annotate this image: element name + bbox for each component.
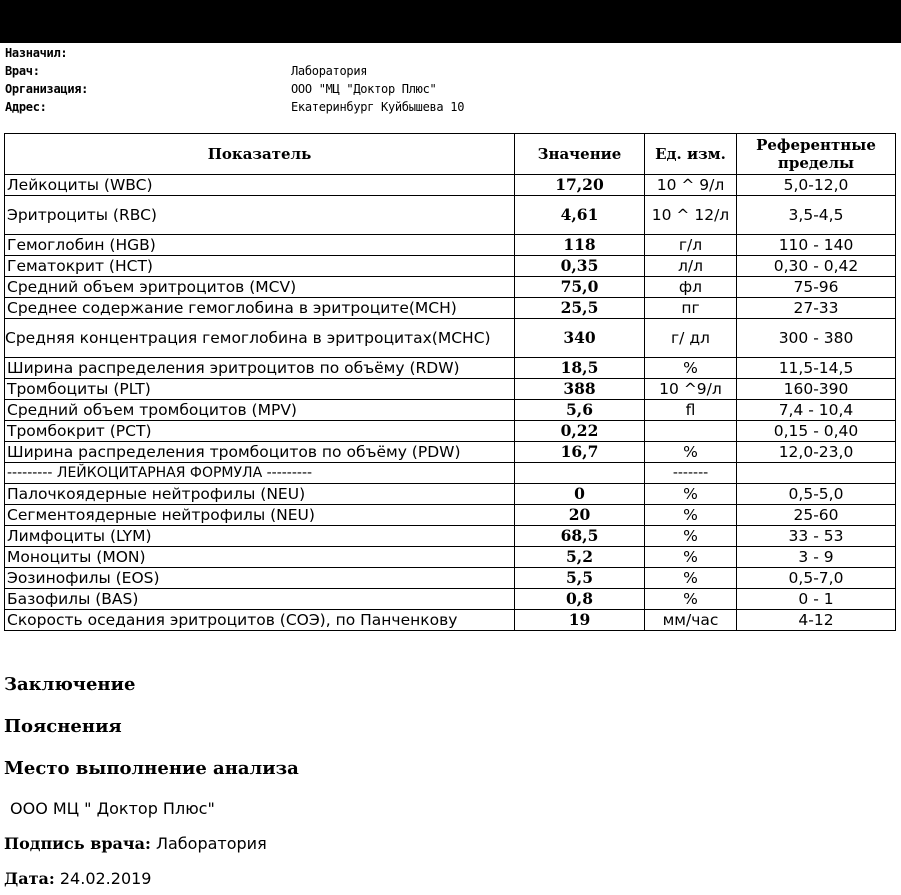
date-value: 24.02.2019 xyxy=(59,869,152,888)
row-reference: 0,5-7,0 xyxy=(737,568,896,589)
row-name: Гемоглобин (HGB) xyxy=(5,235,515,256)
row-reference: 0 - 1 xyxy=(737,589,896,610)
row-reference: 75-96 xyxy=(737,277,896,298)
row-value: 0,22 xyxy=(515,421,645,442)
row-value: 118 xyxy=(515,235,645,256)
row-value: 4,61 xyxy=(515,196,645,235)
header-row-doctor xyxy=(5,62,895,80)
row-unit: 10 ^9/л xyxy=(645,379,737,400)
signature-label: Подпись врача: xyxy=(4,834,151,853)
table-row xyxy=(5,358,896,379)
table-row xyxy=(5,196,896,235)
row-reference: 0,5-5,0 xyxy=(737,484,896,505)
row-value: 17,20 xyxy=(515,175,645,196)
table-row xyxy=(5,421,896,442)
table-row xyxy=(5,175,896,196)
row-value: 19 xyxy=(515,610,645,631)
row-name: Средний объем тромбоцитов (MPV) xyxy=(5,400,515,421)
organization-value: ООО "МЦ "Доктор Плюс" xyxy=(291,82,437,96)
header-row-organization xyxy=(5,80,895,98)
row-value: 18,5 xyxy=(515,358,645,379)
row-name: Палочкоядерные нейтрофилы (NEU) xyxy=(5,484,515,505)
row-unit: л/л xyxy=(645,256,737,277)
assigned-label: Назначил: xyxy=(5,46,68,60)
row-unit: мм/час xyxy=(645,610,737,631)
row-name: Базофилы (BAS) xyxy=(5,589,515,610)
organization-label: Организация: xyxy=(5,82,89,96)
row-unit: % xyxy=(645,589,737,610)
row-reference: 0,30 - 0,42 xyxy=(737,256,896,277)
row-reference: 110 - 140 xyxy=(737,235,896,256)
address-label: Адрес: xyxy=(5,100,47,114)
row-name: Скорость оседания эритроцитов (СОЭ), по Панченкову xyxy=(5,610,515,631)
row-reference: 5,0-12,0 xyxy=(737,175,896,196)
row-unit: 10 ^ 12/л xyxy=(645,196,737,235)
doctor-label: Врач: xyxy=(5,64,40,78)
notes-heading: Пояснения xyxy=(4,716,122,737)
signature-line xyxy=(4,834,267,853)
row-unit: fl xyxy=(645,400,737,421)
table-row xyxy=(5,442,896,463)
row-name: Эритроциты (RBC) xyxy=(5,196,515,235)
row-reference: 0,15 - 0,40 xyxy=(737,421,896,442)
row-name: Ширина распределения тромбоцитов по объёму (PDW) xyxy=(5,442,515,463)
row-unit: фл xyxy=(645,277,737,298)
table-row xyxy=(5,277,896,298)
top-black-bar xyxy=(0,0,901,43)
header-value: Значение xyxy=(515,134,645,175)
row-value: 16,7 xyxy=(515,442,645,463)
section-title: --------- ЛЕЙКОЦИТАРНАЯ ФОРМУЛА --------- xyxy=(5,463,515,484)
header-reference: Референтные пределы xyxy=(737,134,896,175)
row-value: 5,5 xyxy=(515,568,645,589)
row-value: 20 xyxy=(515,505,645,526)
table-header-row xyxy=(5,134,896,175)
row-unit: % xyxy=(645,526,737,547)
row-value: 0,8 xyxy=(515,589,645,610)
row-unit: г/л xyxy=(645,235,737,256)
table-row xyxy=(5,379,896,400)
row-reference: 300 - 380 xyxy=(737,319,896,358)
row-unit: % xyxy=(645,547,737,568)
row-value: 0,35 xyxy=(515,256,645,277)
place-value: ООО МЦ " Доктор Плюс" xyxy=(10,799,215,818)
header-row-address xyxy=(5,98,895,116)
row-reference: 160-390 xyxy=(737,379,896,400)
row-unit: 10 ^ 9/л xyxy=(645,175,737,196)
signature-value: Лаборатория xyxy=(155,834,267,853)
section-divider: ------- xyxy=(645,463,737,484)
table-row xyxy=(5,256,896,277)
row-reference xyxy=(737,463,896,484)
place-heading: Место выполнение анализа xyxy=(4,758,299,779)
row-unit: % xyxy=(645,568,737,589)
table-row xyxy=(5,505,896,526)
table-row xyxy=(5,610,896,631)
row-reference: 3 - 9 xyxy=(737,547,896,568)
row-name: Средний объем эритроцитов (MCV) xyxy=(5,277,515,298)
header-indicator: Показатель xyxy=(5,134,515,175)
row-reference: 12,0-23,0 xyxy=(737,442,896,463)
address-value: Екатеринбург Куйбышева 10 xyxy=(291,100,465,114)
date-line xyxy=(4,869,151,888)
row-reference: 7,4 - 10,4 xyxy=(737,400,896,421)
table-row xyxy=(5,319,896,358)
row-unit xyxy=(645,421,737,442)
row-value xyxy=(515,463,645,484)
row-name: Средняя концентрация гемоглобина в эритроцитах(MCHC) xyxy=(5,319,515,358)
row-reference: 33 - 53 xyxy=(737,526,896,547)
row-unit: % xyxy=(645,484,737,505)
doctor-value: Лаборатория xyxy=(291,64,368,78)
row-name: Моноциты (MON) xyxy=(5,547,515,568)
row-reference: 25-60 xyxy=(737,505,896,526)
row-unit: % xyxy=(645,505,737,526)
row-name: Эозинофилы (EOS) xyxy=(5,568,515,589)
row-unit: г/ дл xyxy=(645,319,737,358)
row-value: 340 xyxy=(515,319,645,358)
table-row xyxy=(5,298,896,319)
row-name: Лейкоциты (WBC) xyxy=(5,175,515,196)
header-info xyxy=(5,44,895,116)
row-value: 25,5 xyxy=(515,298,645,319)
row-value: 5,2 xyxy=(515,547,645,568)
table-row xyxy=(5,568,896,589)
row-value: 68,5 xyxy=(515,526,645,547)
row-name: Гематокрит (HCT) xyxy=(5,256,515,277)
date-label: Дата: xyxy=(4,869,55,888)
row-name: Ширина распределения эритроцитов по объёму (RDW) xyxy=(5,358,515,379)
table-row xyxy=(5,235,896,256)
table-row xyxy=(5,547,896,568)
row-value: 388 xyxy=(515,379,645,400)
section-row-leukocyte-formula xyxy=(5,463,896,484)
results-table xyxy=(4,133,896,631)
row-unit: % xyxy=(645,442,737,463)
row-value: 5,6 xyxy=(515,400,645,421)
row-reference: 27-33 xyxy=(737,298,896,319)
row-unit: % xyxy=(645,358,737,379)
row-name: Среднее содержание гемоглобина в эритроците(MCH) xyxy=(5,298,515,319)
table-row xyxy=(5,589,896,610)
conclusion-heading: Заключение xyxy=(4,674,136,695)
table-row xyxy=(5,400,896,421)
table-row xyxy=(5,526,896,547)
row-value: 0 xyxy=(515,484,645,505)
row-reference: 4-12 xyxy=(737,610,896,631)
table-row xyxy=(5,484,896,505)
row-reference: 3,5-4,5 xyxy=(737,196,896,235)
row-value: 75,0 xyxy=(515,277,645,298)
header-row-assigned xyxy=(5,44,895,62)
row-name: Сегментоядерные нейтрофилы (NEU) xyxy=(5,505,515,526)
row-name: Тромбоциты (PLT) xyxy=(5,379,515,400)
header-unit: Ед. изм. xyxy=(645,134,737,175)
row-unit: пг xyxy=(645,298,737,319)
row-reference: 11,5-14,5 xyxy=(737,358,896,379)
row-name: Лимфоциты (LYM) xyxy=(5,526,515,547)
row-name: Тромбокрит (PCT) xyxy=(5,421,515,442)
